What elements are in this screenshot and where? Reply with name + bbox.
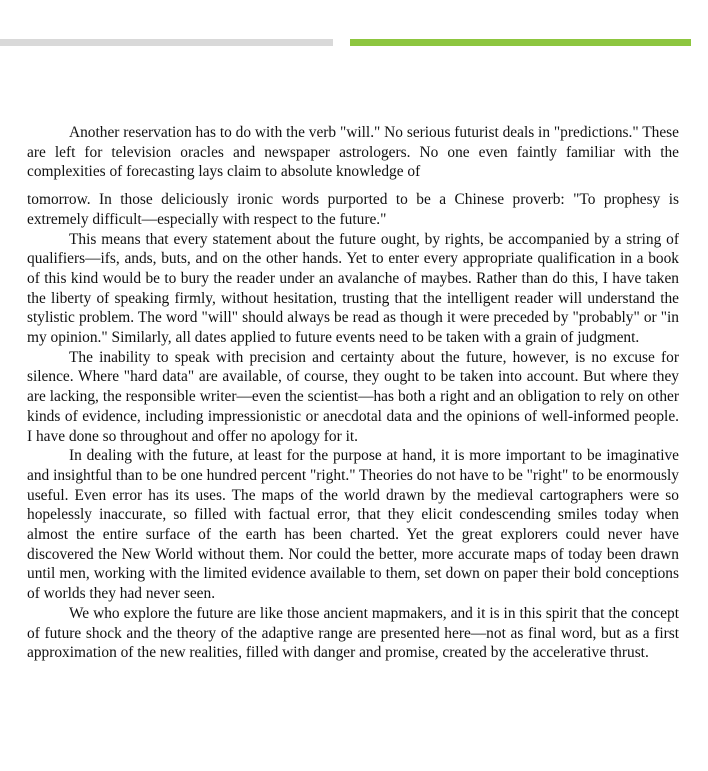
paragraph-1: Another reservation has to do with the verb "will." No serious futurist deals in "predictions." These are left for television oracles and newspaper astrologers. No one even faintly familiar with the complexities of forecasting lays claim to absolute knowledge of bbox=[27, 124, 679, 181]
paragraph-2: This means that every statement about the future ought, by rights, be accompanied by a string of qualifiers—ifs, ands, buts, and on the other hands. Yet to enter every appropriate qualification in a book of this kind would be to bury the reader under an avalanche of maybes. Rather than do this, I have taken the liberty of speaking firmly, without hesitation, trusting that the intelligent reader will understand the stylistic problem. The word "will" should always be read as though it were preceded by "probably" or "in my opinion." Similarly, all dates applied to future events need to be taken with a grain of judgment. bbox=[27, 230, 679, 347]
progress-bar-active bbox=[350, 39, 691, 46]
paragraph-3: The inability to speak with precision and certainty about the future, however, is no excuse for silence. Where "hard data" are available, of course, they ought to be taken into account. But where they are lacking, the responsible writer—even the scientist—has both a right and an obligation to rely on other kinds of evidence, including impressionistic or anecdotal data and the opinions of well-informed people. I have done so throughout and offer no apology for it. bbox=[27, 348, 679, 445]
paragraph-1-continued: tomorrow. In those deliciously ironic words purported to be a Chinese proverb: "To prophesy is extremely difficult—especially with respect to the future." bbox=[27, 191, 679, 228]
progress-bar-inactive bbox=[0, 39, 333, 46]
paragraph-5: We who explore the future are like those ancient mapmakers, and it is in this spirit that the concept of future shock and the theory of the adaptive range are presented here—not as final word, but as a first approximation of the new realities, filled with danger and promise, created by the accelerative thrust. bbox=[27, 604, 679, 662]
paragraph-4: In dealing with the future, at least for the purpose at hand, it is more important to be imaginative and insightful than to be one hundred percent "right." Theories do not have to be "right" to be enormously useful. Even error has its uses. The maps of the world drawn by the medieval cartographers were so hopelessly inaccurate, so filled with factual error, that they elicit condescending smiles today when almost the entire surface of the earth has been charted. Yet the great explorers could never have discovered the New World without them. Nor could the better, more accurate maps of today been drawn until men, working with the limited evidence available to them, set down on paper their bold conceptions of worlds they had never seen. bbox=[27, 447, 679, 603]
document-body bbox=[27, 123, 679, 663]
